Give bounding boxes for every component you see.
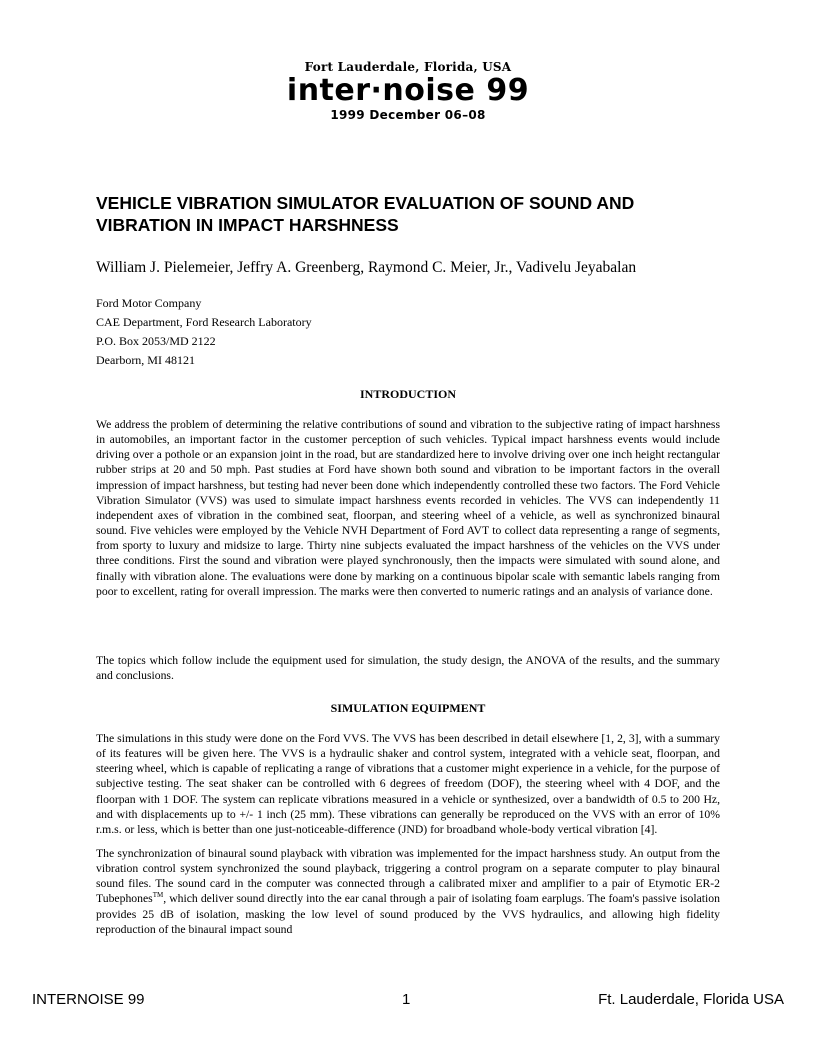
conference-masthead: [0, 60, 816, 122]
affiliation-line: Dearborn, MI 48121: [96, 353, 195, 367]
paper-authors: William J. Pielemeier, Jeffry A. Greenberg, Raymond C. Meier, Jr., Vadivelu Jeyabalan: [96, 259, 637, 276]
equipment-paragraph-2-text-a: The synchronization of binaural sound playback with vibration was implemented for the impact harshness study. An output from the vibration control system synchronized the sound playback, triggering a control program on a separate computer to play binaural sound files. The sound card in the computer was connected through a calibrated mixer and amplifier to a pair of Etymotic ER-2 Tubephones: [96, 847, 720, 906]
paper-title-line-2: VIBRATION IN IMPACT HARSHNESS: [96, 215, 399, 235]
paper-title: [96, 192, 720, 236]
author-affiliation: [96, 294, 312, 370]
section-heading-simulation-equipment: SIMULATION EQUIPMENT: [330, 701, 486, 715]
affiliation-line: P.O. Box 2053/MD 2122: [96, 334, 216, 348]
paper-title-line-1: VEHICLE VIBRATION SIMULATOR EVALUATION OF SOUND AND: [96, 193, 635, 213]
section-heading-introduction: INTRODUCTION: [359, 387, 456, 401]
equipment-paragraph-1: The simulations in this study were done on the Ford VVS. The VVS has been described in detail elsewhere [1, 2, 3], with a summary of its features will be given here. The VVS is a hydraulic shaker and control system, integrated with a vehicle seat, floorpan, and steering wheel, which is capable of replicating a range of vibrations that a customer might experience in a vehicle, for the purpose of subjective testing. The seat shaker can be controlled with 6 degrees of freedom (DOF), the steering wheel with 4 DOF, and the floorpan with 1 DOF. The system can replicate vibrations measured in a vehicle or synthesized, over a bandwidth of 0.5 to 200 Hz, and with displacements up to +/- 1 inch (25 mm). These vibrations can generally be reproduced on the VVS with an error of 10% r.m.s. or less, which is better than one just-noticeable-difference (JND) for broadband whole-body vertical vibration [4].: [96, 732, 720, 836]
page-number: 1: [402, 991, 411, 1008]
introduction-paragraph-2: The topics which follow include the equipment used for simulation, the study design, the ANOVA of the results, and the summary and conclusions.: [96, 654, 720, 683]
equipment-paragraph-2: [96, 846, 720, 937]
conference-dates: 1999 December 06–08: [330, 108, 486, 122]
footer-location: Ft. Lauderdale, Florida USA: [598, 991, 784, 1008]
trademark-superscript: TM: [152, 891, 164, 900]
footer-conference: INTERNOISE 99: [32, 991, 145, 1008]
conference-logo: inter·noise 99: [286, 73, 530, 108]
introduction-paragraph-1: We address the problem of determining the relative contributions of sound and vibration to the subjective rating of impact harshness in automobiles, an important factor in the customer perception of such vehicles. Typical impact harshness events would include driving over a pothole or an expansion joint in the road, but are standardized here to involve driving over one inch height rectangular rubber strips at 20 and 50 mph. Past studies at Ford have shown both sound and vibration to be important factors in the overall impression of impact harshness, but testing had never been done which independently controlled these two factors. The Ford Vehicle Vibration Simulator (VVS) was used to simulate impact harshness events recorded in vehicles. The VVS can independently 11 independent axes of vibration in the combined seat, floorpan, and steering wheel of a vehicle, as well as synchronized binaural sound. Five vehicles were employed by the Vehicle NVH Department of Ford AVT to collect data representing a range of segments, from sporty to luxury and midsize to large. Thirty nine subjects evaluated the impact harshness of the vehicles on the VVS under three conditions. First the sound and vibration were played synchronously, then the impacts were simulated with sound alone, and finally with vibration alone. The evaluations were done by marking on a continuous bipolar scale with semantic labels ranging from poor to excellent, rating for overall impression. The marks were then converted to numeric ratings and an analysis of variance done.: [96, 418, 720, 598]
equipment-paragraph-2-text-b: , which deliver sound directly into the ear canal through a pair of isolating foam earplugs. The foam's passive isolation provides 25 dB of isolation, masking the low level of sound produced by the VVS hydraulics, and allowing high fidelity reproduction of the binaural impact sound: [96, 892, 720, 936]
conference-location: Fort Lauderdale, Florida, USA: [304, 60, 512, 74]
affiliation-line: CAE Department, Ford Research Laboratory: [96, 315, 312, 329]
affiliation-line: Ford Motor Company: [96, 296, 202, 310]
